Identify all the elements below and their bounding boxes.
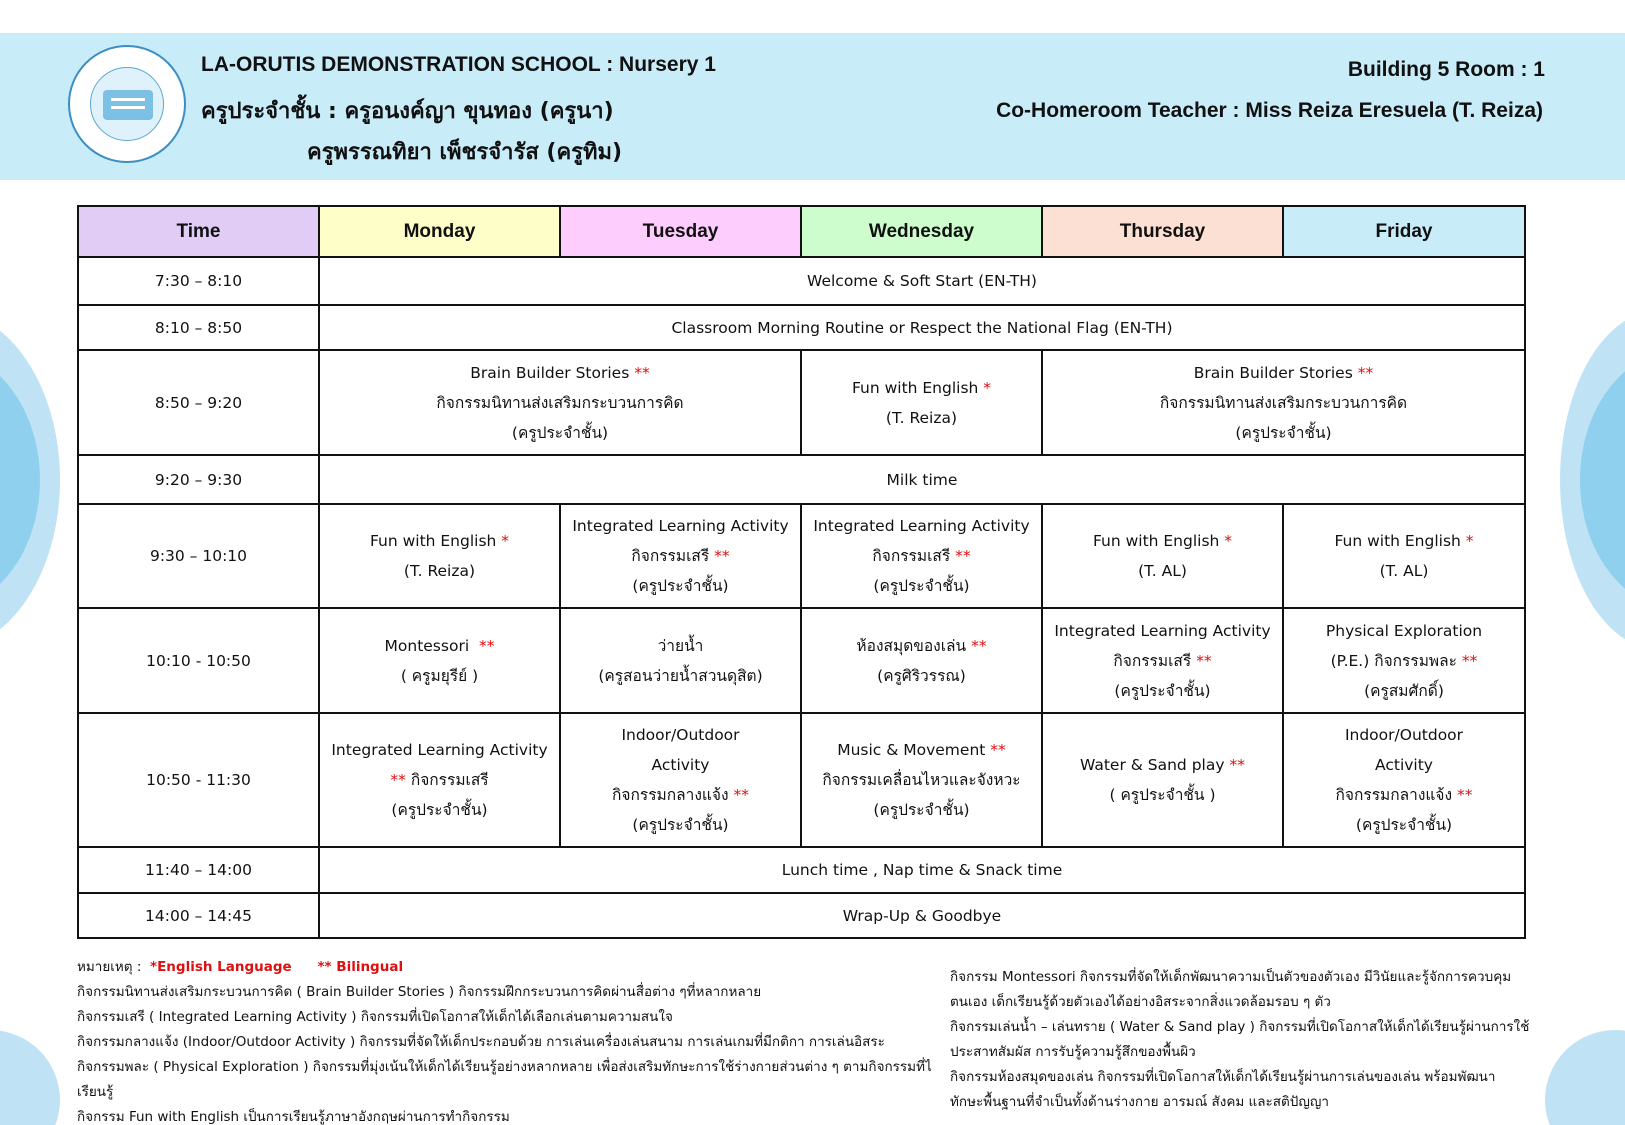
- decorative-blob-bottom-right: [1545, 1030, 1625, 1125]
- activity-teacher: (T. AL): [1138, 562, 1187, 580]
- note-item: กิจกรรมกลางแจ้ง (Indoor/Outdoor Activity ) กิจกรรมที่จัดให้เด็กประกอบด้วย การเล่นเครื่องเล่นสนาม การเล่นเกมที่มีกติกา การเล่นอิสระ: [77, 1034, 885, 1050]
- activity-cell: Lunch time , Nap time & Snack time: [319, 847, 1525, 893]
- activity-title: Fun with English: [1092, 532, 1220, 550]
- activity-cell: [319, 504, 560, 608]
- time-cell: 8:10 – 8:50: [78, 305, 319, 350]
- header-friday: Friday: [1283, 206, 1525, 257]
- activity-cell: [560, 713, 801, 847]
- activity-thai: กิจกรรมนิทานส่งเสริมกระบวนการคิด: [1159, 393, 1408, 412]
- room-label: Building 5 Room : 1: [1347, 58, 1545, 81]
- activity-teacher: (ครูประจำชั้น): [511, 423, 609, 442]
- logo-emblem: [103, 90, 153, 120]
- activity-thai: กิจกรรมกลางแจ้ง: [1335, 786, 1453, 804]
- school-title: LA-ORUTIS DEMONSTRATION SCHOOL : Nursery 1: [201, 53, 716, 76]
- school-logo-icon: [68, 45, 186, 163]
- activity-cell: [319, 608, 560, 713]
- activity-teacher: (ครูประจำชั้น): [1114, 681, 1211, 700]
- time-cell: 8:50 – 9:20: [78, 350, 319, 455]
- english-marker: *: [1465, 532, 1474, 550]
- header-wednesday: Wednesday: [801, 206, 1042, 257]
- time-cell: 14:00 – 14:45: [78, 893, 319, 938]
- activity-thai: กิจกรรมเสรี: [410, 771, 489, 789]
- bilingual-marker: **: [634, 363, 650, 382]
- header-tuesday: Tuesday: [560, 206, 801, 257]
- note-item: กิจกรรม Fun with English เป็นการเรียนรู้ภาษาอังกฤษผ่านการทำกิจกรรม: [77, 1109, 510, 1125]
- time-cell: 10:10 - 10:50: [78, 608, 319, 713]
- activity-cell: [560, 608, 801, 713]
- activity-title: Fun with English: [1334, 532, 1461, 550]
- activity-title: Fun with English: [369, 532, 497, 550]
- activity-teacher: (ครูประจำชั้น): [873, 801, 970, 819]
- activity-cell: Classroom Morning Routine or Respect the National Flag (EN-TH): [319, 305, 1525, 350]
- activity-title-cont: Activity: [1375, 756, 1433, 774]
- activity-line: [320, 358, 800, 388]
- note-item: เรียนรู้: [77, 1084, 114, 1100]
- table-row: [78, 608, 1525, 713]
- activity-title: ว่ายน้ำ: [657, 636, 704, 655]
- activity-cell: Welcome & Soft Start (EN-TH): [319, 257, 1525, 305]
- activity-title: Music & Movement: [837, 741, 986, 759]
- time-cell: 11:40 – 14:00: [78, 847, 319, 893]
- time-cell: 10:50 - 11:30: [78, 713, 319, 847]
- activity-title: Physical Exploration: [1325, 621, 1483, 640]
- activity-title: Brain Builder Stories: [1193, 363, 1353, 382]
- table-row: [78, 713, 1525, 847]
- notes-right: [950, 965, 1550, 1115]
- activity-cell: [1042, 350, 1525, 455]
- english-marker: *: [501, 532, 510, 550]
- activity-cell: [801, 713, 1042, 847]
- table-row: [78, 305, 1525, 350]
- activity-cell: [319, 350, 801, 455]
- activity-cell: [1042, 504, 1283, 608]
- activity-teacher: (ครูประจำชั้น): [632, 816, 729, 834]
- table-row: [78, 455, 1525, 504]
- bilingual-marker: **: [971, 636, 987, 655]
- note-item: ตนเอง เด็กเรียนรู้ด้วยตัวเองได้อย่างอิสระจากสิ่งแวดล้อมรอบ ๆ ตัว: [950, 994, 1331, 1010]
- activity-thai: กิจกรรมเสรี: [872, 547, 951, 565]
- time-cell: 9:20 – 9:30: [78, 455, 319, 504]
- activity-cell: [1283, 504, 1525, 608]
- activity-teacher: ( ครูประจำชั้น ): [1109, 786, 1216, 804]
- table-row: [78, 257, 1525, 305]
- activity-teacher: (ครูประจำชั้น): [1355, 816, 1453, 834]
- bilingual-marker: **: [390, 771, 406, 789]
- english-marker: *: [1224, 532, 1233, 550]
- homeroom-teacher-secondary: ครูพรรณทิยา เพ็ชรจำรัส (ครูทิม): [307, 140, 623, 165]
- activity-teacher: (ครูประจำชั้น): [873, 577, 970, 595]
- legend-bilingual: ** Bilingual: [317, 959, 404, 975]
- bilingual-marker: **: [1461, 651, 1478, 670]
- time-cell: 9:30 – 10:10: [78, 504, 319, 608]
- activity-cell: [801, 504, 1042, 608]
- activity-line: [1043, 358, 1524, 388]
- bilingual-marker: **: [714, 547, 730, 565]
- page-header: [0, 33, 1625, 180]
- activity-cell: Milk time: [319, 455, 1525, 504]
- activity-title: Montessori: [384, 636, 470, 655]
- header-row: [78, 206, 1525, 257]
- activity-cell: [1042, 608, 1283, 713]
- note-item: กิจกรรมห้องสมุดของเล่น กิจกรรมที่เปิดโอกาสให้เด็กได้เรียนรู้ผ่านการเล่นของเล่น พร้อมพัฒนา: [950, 1069, 1496, 1085]
- header-thursday: Thursday: [1042, 206, 1283, 257]
- activity-cell: [801, 350, 1042, 455]
- header-time: Time: [78, 206, 319, 257]
- note-item: กิจกรรมพละ ( Physical Exploration ) กิจกรรมที่มุ่งเน้นให้เด็กได้เรียนรู้อย่างหลากหลาย เพื่อส่งเสริมทักษะการใช้ร่างกายส่วนต่าง ๆ ตามกิจกรรมที่ไ: [77, 1059, 932, 1075]
- note-item: กิจกรรมนิทานส่งเสริมกระบวนการคิด ( Brain Builder Stories ) กิจกรรมฝึกกระบวนการคิดผ่านสื่อต่าง ๆที่หลากหลาย: [77, 984, 762, 1000]
- activity-title: Integrated Learning Activity: [1054, 621, 1271, 640]
- bilingual-marker: **: [1196, 651, 1212, 670]
- bilingual-marker: **: [990, 741, 1006, 759]
- bilingual-marker: **: [1229, 756, 1245, 774]
- timetable: [77, 205, 1526, 939]
- note-item: กิจกรรมเสรี ( Integrated Learning Activity ) กิจกรรมที่เปิดโอกาสให้เด็กได้เลือกเล่นตามความสนใจ: [77, 1009, 673, 1025]
- activity-cell: [801, 608, 1042, 713]
- activity-title: Integrated Learning Activity: [572, 517, 789, 535]
- activity-title: ห้องสมุดของเล่น: [856, 636, 967, 655]
- activity-teacher: (ครูประจำชั้น): [391, 801, 488, 819]
- activity-thai: กิจกรรมเสรี: [631, 547, 710, 565]
- activity-teacher: (ครูศิริวรรณ): [877, 666, 966, 685]
- activity-cell: [560, 504, 801, 608]
- activity-title: Integrated Learning Activity: [331, 741, 548, 759]
- activity-thai: กิจกรรมกลางแจ้ง: [612, 786, 729, 804]
- activity-teacher: (T. Reiza): [885, 408, 958, 427]
- notes-legend: [77, 955, 947, 980]
- note-item: กิจกรรมเล่นน้ำ – เล่นทราย ( Water & Sand play ) กิจกรรมที่เปิดโอกาสให้เด็กได้เรียนรู้ผ่านการใช้: [950, 1019, 1530, 1035]
- activity-cell: [1283, 713, 1525, 847]
- table-row: [78, 350, 1525, 455]
- activity-teacher: (ครูประจำชั้น): [1235, 423, 1332, 442]
- logo-inner-ring: [90, 67, 164, 141]
- legend-english: *English Language: [150, 959, 292, 975]
- activity-title: Fun with English: [851, 378, 979, 397]
- activity-thai: กิจกรรมเสรี: [1113, 651, 1192, 670]
- activity-teacher: (ครูสอนว่ายน้ำสวนดุสิต): [598, 666, 763, 685]
- activity-cell: [1042, 713, 1283, 847]
- activity-teacher: ( ครูมยุรีย์ ): [400, 666, 479, 685]
- decorative-blob-bottom-left: [0, 1030, 60, 1125]
- note-item: ประสาทสัมผัส การรับรู้ความรู้สึกของพื้นผิว: [950, 1044, 1196, 1060]
- activity-line: [802, 373, 1041, 403]
- activity-cell: [1283, 608, 1525, 713]
- homeroom-teacher-primary: ครูประจำชั้น : ครูอนงค์ญา ขุนทอง (ครูนา): [201, 99, 614, 124]
- activity-cell: [319, 713, 560, 847]
- bilingual-marker: **: [955, 547, 971, 565]
- activity-thai: กิจกรรมเคลื่อนไหวและจังหวะ: [822, 771, 1021, 789]
- table-row: [78, 847, 1525, 893]
- notes-left: [77, 955, 947, 1125]
- table-row: [78, 893, 1525, 938]
- bilingual-marker: **: [478, 636, 495, 655]
- bilingual-marker: **: [733, 786, 749, 804]
- bilingual-marker: **: [1357, 363, 1374, 382]
- header-monday: Monday: [319, 206, 560, 257]
- activity-thai: กิจกรรมนิทานส่งเสริมกระบวนการคิด: [436, 393, 684, 412]
- activity-thai: (P.E.) กิจกรรมพละ: [1330, 651, 1457, 670]
- table-row: [78, 504, 1525, 608]
- co-homeroom-teacher: Co-Homeroom Teacher : Miss Reiza Eresuela (T. Reiza): [996, 99, 1543, 122]
- activity-title-cont: Activity: [651, 756, 710, 774]
- activity-teacher: (T. AL): [1379, 562, 1429, 580]
- activity-title: Water & Sand play: [1080, 756, 1225, 774]
- english-marker: *: [983, 378, 992, 397]
- note-item: กิจกรรม Montessori กิจกรรมที่จัดให้เด็กพัฒนาความเป็นตัวของตัวเอง มีวินัยและรู้จักการควบคุม: [950, 969, 1512, 985]
- bilingual-marker: **: [1456, 786, 1473, 804]
- activity-teacher: (T. Reiza): [403, 562, 476, 580]
- note-item: ทักษะพื้นฐานที่จำเป็นทั้งด้านร่างกาย อารมณ์ สังคม และสติปัญญา: [950, 1094, 1329, 1110]
- time-cell: 7:30 – 8:10: [78, 257, 319, 305]
- activity-title: Integrated Learning Activity: [813, 517, 1030, 535]
- activity-teacher: (ครูสมศักดิ์): [1364, 681, 1444, 700]
- activity-title: Indoor/Outdoor: [621, 726, 740, 744]
- activity-teacher: (ครูประจำชั้น): [632, 577, 729, 595]
- notes-label: หมายเหตุ :: [77, 959, 142, 975]
- activity-title: Brain Builder Stories: [470, 363, 630, 382]
- activity-cell: Wrap-Up & Goodbye: [319, 893, 1525, 938]
- activity-title: Indoor/Outdoor: [1344, 726, 1464, 744]
